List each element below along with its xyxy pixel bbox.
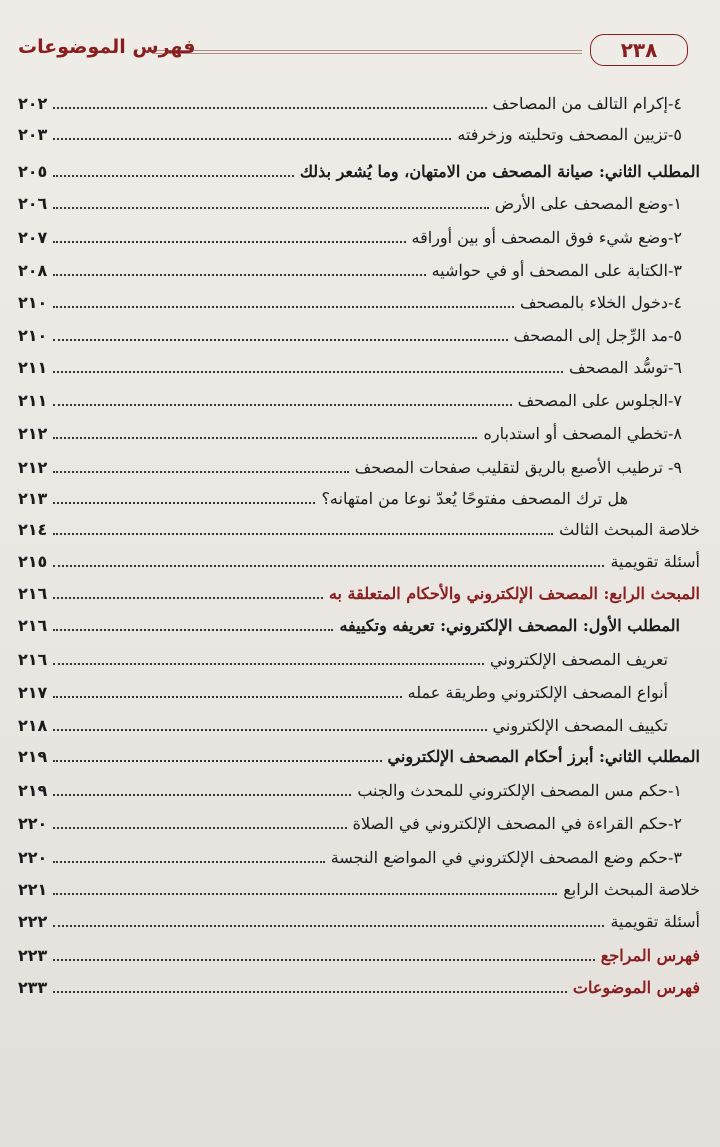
toc-entry-text: ٢-حكم القراءة في المصحف الإلكتروني في الصلاة — [352, 813, 682, 833]
toc-entry-text: ٤-إكرام التالف من المصاحف — [492, 93, 682, 113]
toc-entry-page: ٢١١ — [18, 390, 48, 410]
leader-dots — [53, 138, 451, 140]
toc-entry — [18, 287, 682, 317]
toc-entry-text: ١-حكم مس المصحف الإلكتروني للمحدث والجنب — [357, 780, 682, 800]
toc-entry-page: ٢٢٠ — [18, 813, 48, 833]
toc-entry — [18, 352, 682, 382]
leader-dots — [53, 241, 405, 243]
toc-entry-text: ٩- ترطيب الأصبع بالريق لتقليب صفحات المصحف — [354, 457, 682, 477]
toc-entry-text: تكييف المصحف الإلكتروني — [492, 715, 668, 735]
toc-entry-page: ٢٠٨ — [18, 260, 48, 280]
leader-dots — [53, 663, 484, 665]
toc-entry-page: ٢٠٥ — [18, 161, 48, 181]
toc-entry-page: ٢٣٣ — [18, 977, 48, 997]
toc-entry-page: ٢١٤ — [18, 519, 48, 539]
toc-entry — [18, 222, 682, 252]
toc-entry-page: ٢٠٧ — [18, 227, 48, 247]
toc-entry-text: ٤-دخول الخلاء بالمصحف — [519, 292, 682, 312]
toc-entry-page: ٢١٠ — [18, 325, 48, 345]
toc-entry — [18, 874, 700, 904]
toc-entry-text: فهرس الموضوعات — [572, 977, 700, 997]
toc-entry-text: أنواع المصحف الإلكتروني وطريقة عمله — [407, 682, 668, 702]
toc-entry — [18, 775, 682, 805]
leader-dots — [53, 760, 381, 762]
toc-entry — [18, 644, 668, 674]
toc-entry-section — [18, 610, 680, 640]
toc-entry-page: ٢١١ — [18, 357, 48, 377]
leader-dots — [53, 959, 595, 961]
leader-dots — [53, 437, 477, 439]
toc-entry — [18, 808, 682, 838]
toc-entry-page: ٢٠٢ — [18, 93, 48, 113]
leader-dots — [53, 827, 346, 829]
leader-dots — [53, 502, 315, 504]
leader-dots — [53, 404, 511, 406]
toc-entry-text: ٣-حكم وضع المصحف الإلكتروني في المواضع النجسة — [330, 847, 682, 867]
toc-entry-text: ٦-توسُّد المصحف — [569, 357, 682, 377]
toc-entry-section — [18, 156, 700, 186]
leader-dots — [53, 925, 604, 927]
toc-entry-page: ٢١٣ — [18, 488, 48, 508]
toc-entry — [18, 320, 682, 350]
toc-entry-section — [18, 741, 700, 771]
leader-dots — [53, 861, 325, 863]
toc-entry-page: ٢٢٠ — [18, 847, 48, 867]
toc-entry — [18, 906, 700, 936]
toc-entry — [18, 418, 682, 448]
leader-dots — [53, 794, 351, 796]
toc-entry-text: أسئلة تقويمية — [610, 551, 700, 571]
toc-entry — [18, 188, 682, 218]
toc-entry-text: المطلب الثاني: صيانة المصحف من الامتهان، وما يُشعر بذلك — [299, 161, 700, 181]
leader-dots — [53, 597, 323, 599]
toc-entry-page: ٢١٠ — [18, 292, 48, 312]
toc-entry-text: ٣-الكتابة على المصحف أو في حواشيه — [431, 260, 682, 280]
toc-entry-text: المطلب الثاني: أبرز أحكام المصحف الإلكتروني — [387, 746, 700, 766]
leader-dots — [53, 893, 557, 895]
toc-entry — [18, 677, 668, 707]
toc-entry-page: ٢٢٣ — [18, 945, 48, 965]
toc-entry — [18, 483, 628, 513]
leader-dots — [53, 991, 567, 993]
leader-dots — [53, 471, 348, 473]
leader-dots — [53, 207, 488, 209]
running-title: فهرس الموضوعات — [18, 36, 196, 58]
toc-entry-chapter — [18, 940, 700, 970]
leader-dots — [53, 107, 486, 109]
toc-entry-text: خلاصة المبحث الرابع — [563, 879, 700, 899]
toc-entry-page: ٢١٨ — [18, 715, 48, 735]
toc-entry-page: ٢١٩ — [18, 780, 48, 800]
toc-entry — [18, 514, 700, 544]
toc-entry — [18, 119, 682, 149]
toc-entry-chapter — [18, 972, 700, 1002]
leader-dots — [53, 274, 425, 276]
toc-entry-page: ٢٠٣ — [18, 124, 48, 144]
page-number-badge: ٢٣٨ — [590, 34, 688, 66]
toc-entry-text: خلاصة المبحث الثالث — [559, 519, 700, 539]
leader-dots — [53, 175, 294, 177]
toc-entry-page: ٢١٦ — [18, 583, 48, 603]
toc-entry — [18, 710, 668, 740]
toc-entry-page: ٢١٢ — [18, 457, 48, 477]
leader-dots — [53, 533, 553, 535]
leader-dots — [53, 696, 401, 698]
toc-entry-page: ٢١٦ — [18, 649, 48, 669]
toc-entry-text: ٥-تزيين المصحف وتحليته وزخرفته — [457, 124, 682, 144]
toc-entry-text: المطلب الأول: المصحف الإلكتروني: تعريفه وتكييفه — [339, 615, 680, 635]
toc-entry-text: ٧-الجلوس على المصحف — [517, 390, 682, 410]
toc-entry-text: ٥-مد الرِّجل إلى المصحف — [513, 325, 682, 345]
toc-entry-text: تعريف المصحف الإلكتروني — [490, 649, 668, 669]
toc-entry-text: هل ترك المصحف مفتوحًا يُعدّ نوعا من امتهانه؟ — [321, 488, 628, 508]
toc-entry — [18, 842, 682, 872]
leader-dots — [53, 729, 486, 731]
toc-entry-text: ٢-وضع شيء فوق المصحف أو بين أوراقه — [411, 227, 682, 247]
toc-entry-text: فهرس المراجع — [600, 945, 700, 965]
toc-entry — [18, 546, 700, 576]
toc-entry-text: ٨-تخطي المصحف أو استدباره — [483, 423, 682, 443]
toc-entry-chapter — [18, 578, 700, 608]
toc-entry-text: المبحث الرابع: المصحف الإلكتروني والأحكام المتعلقة به — [328, 583, 700, 603]
leader-dots — [53, 371, 563, 373]
leader-dots — [53, 339, 507, 341]
toc-entry — [18, 88, 682, 118]
toc-entry — [18, 255, 682, 285]
toc-entry-page: ٢١٥ — [18, 551, 48, 571]
leader-dots — [53, 565, 604, 567]
leader-dots — [53, 306, 514, 308]
toc-entry-page: ٢٢٢ — [18, 911, 48, 931]
toc-entry-page: ٢١٧ — [18, 682, 48, 702]
toc-entry-page: ٢٢١ — [18, 879, 48, 899]
toc-entry-page: ٢١٦ — [18, 615, 48, 635]
toc-entry-page: ٢٠٦ — [18, 193, 48, 213]
toc-entry-text: أسئلة تقويمية — [610, 911, 700, 931]
toc-entry-page: ٢١٢ — [18, 423, 48, 443]
toc-entry — [18, 452, 682, 482]
toc-entry-text: ١-وضع المصحف على الأرض — [494, 193, 682, 213]
toc-entry — [18, 385, 682, 415]
toc-entry-page: ٢١٩ — [18, 746, 48, 766]
leader-dots — [53, 629, 333, 631]
